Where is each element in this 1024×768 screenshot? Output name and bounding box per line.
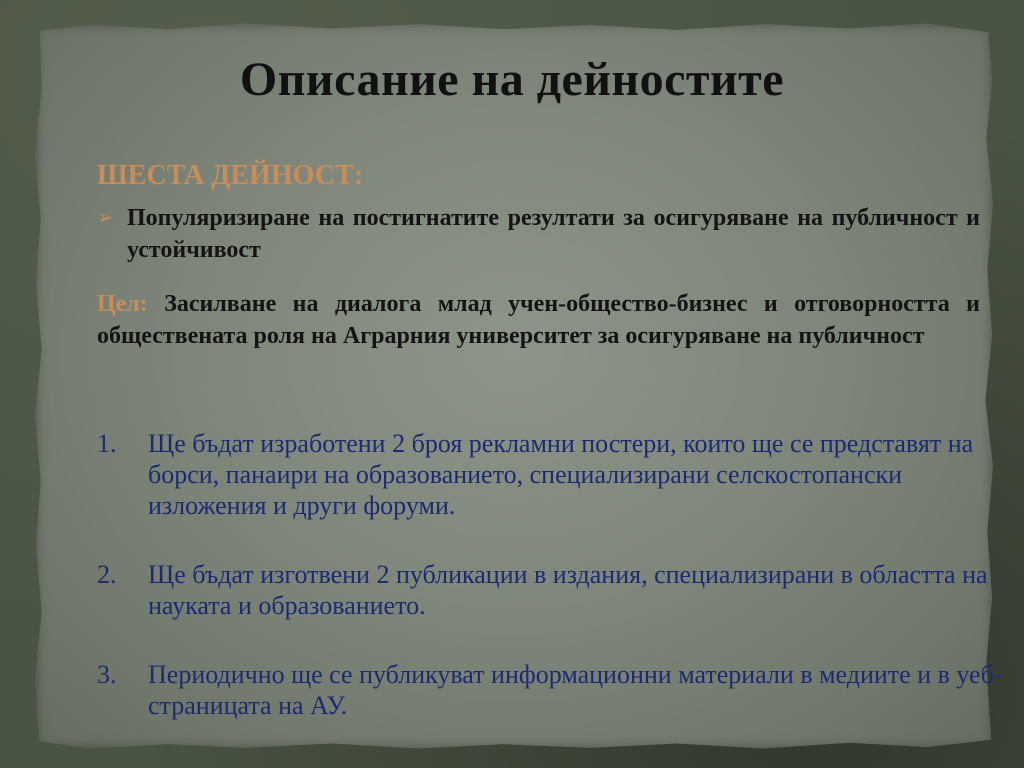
list-item-number: 1. bbox=[97, 429, 117, 458]
numbered-list bbox=[97, 428, 1007, 759]
goal-paragraph bbox=[97, 288, 980, 352]
bullet-item bbox=[97, 202, 980, 266]
list-item bbox=[97, 428, 1007, 521]
goal-text: Засилване на диалога млад учен-общество-бизнес и отговорността и обществената роля на Аграрния университет за осигуряване на публичност bbox=[97, 291, 980, 349]
list-item-number: 3. bbox=[97, 660, 117, 689]
list-item-number: 2. bbox=[97, 560, 117, 589]
section-heading: ШЕСТА ДЕЙНОСТ: bbox=[97, 160, 363, 191]
list-item-text: Периодично ще се публикуват информационни материали в медиите и в уеб-страницата на АУ. bbox=[148, 660, 1003, 720]
list-item bbox=[97, 559, 1007, 621]
bullet-text: Популяризиране на постигнатите резултати за осигуряване на публичност и устойчивост bbox=[127, 205, 980, 263]
list-item bbox=[97, 659, 1007, 721]
list-item-text: Ще бъдат изработени 2 броя рекламни постери, които ще се представят на борси, панаири на образованието, специализирани селскостопански изложения и други форуми. bbox=[148, 429, 974, 520]
list-item-text: Ще бъдат изготвени 2 публикации в издания, специализирани в областта на науката и образованието. bbox=[148, 560, 988, 620]
goal-label: Цел: bbox=[97, 291, 148, 317]
arrow-bullet-icon: ➢ bbox=[97, 205, 114, 229]
slide-title: Описание на дейностите bbox=[239, 53, 785, 106]
